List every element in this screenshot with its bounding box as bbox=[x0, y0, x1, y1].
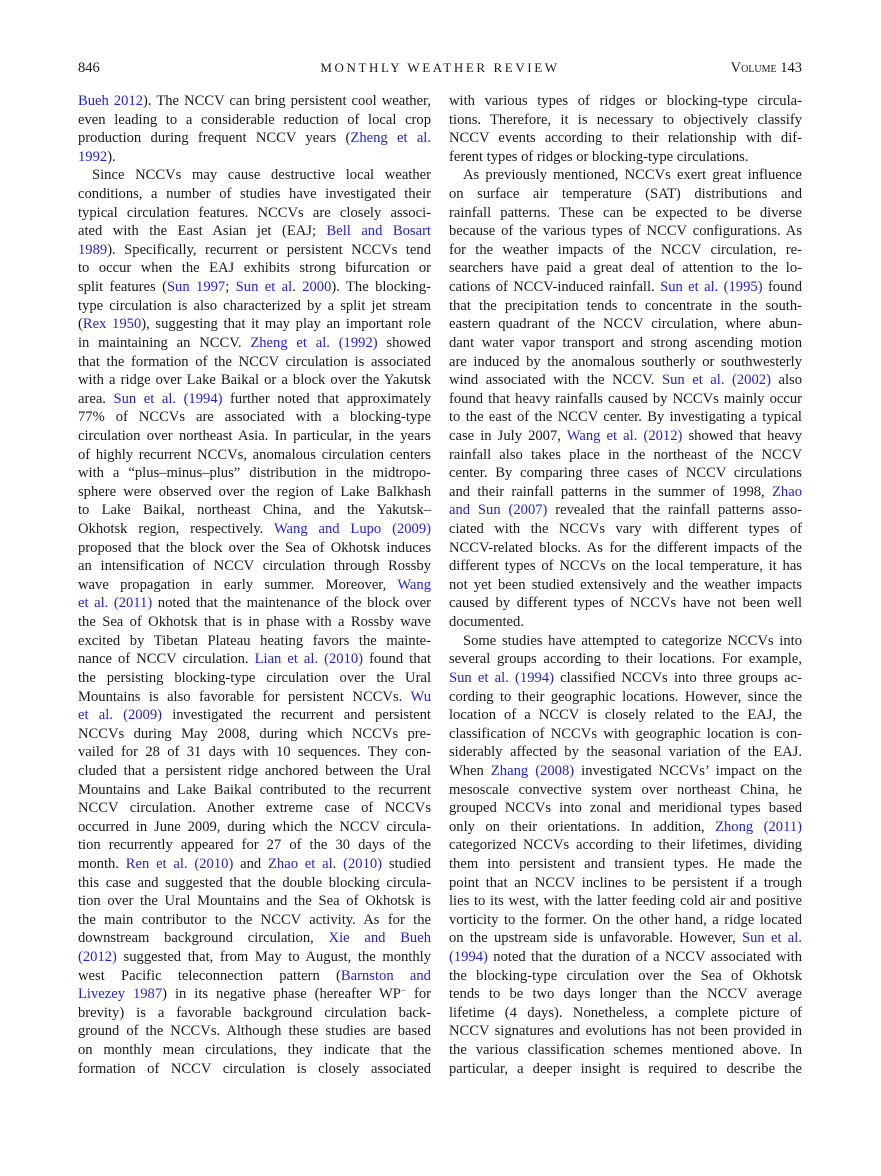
text-run: them into persistent and transient types. He made the bbox=[449, 855, 802, 872]
text-line bbox=[449, 539, 802, 558]
text-line bbox=[449, 241, 802, 260]
superscript: − bbox=[400, 985, 406, 996]
text-run: cording to their geographic locations. However, since the bbox=[449, 688, 802, 705]
text-line bbox=[78, 762, 431, 781]
text-line bbox=[449, 632, 802, 651]
text-line bbox=[449, 650, 802, 669]
text-line bbox=[78, 688, 431, 707]
text-line bbox=[449, 129, 802, 148]
text-line bbox=[449, 353, 802, 372]
citation-link[interactable]: Rex 1950 bbox=[82, 316, 142, 333]
text-run: investigated NCCVs’ impact on the bbox=[574, 762, 802, 779]
text-run: found that bbox=[363, 651, 432, 668]
citation-link[interactable]: 1989 bbox=[78, 241, 108, 258]
text-run: different types of NCCVs on the local temperature, it has bbox=[449, 558, 802, 575]
text-run: ciated with the NCCVs vary with different types of bbox=[449, 521, 802, 538]
text-line bbox=[78, 948, 431, 967]
text-line bbox=[78, 967, 431, 986]
text-run: found bbox=[762, 279, 802, 296]
text-line bbox=[449, 446, 802, 465]
text-line bbox=[78, 818, 431, 837]
text-line bbox=[78, 353, 431, 372]
text-line bbox=[449, 706, 802, 725]
text-line bbox=[78, 129, 431, 148]
citation-link[interactable]: Bell and Bosart bbox=[326, 223, 431, 240]
text-line bbox=[78, 781, 431, 800]
text-run: ferent types of ridges or blocking-type circulations. bbox=[449, 148, 749, 165]
citation-link[interactable]: Wang and Lupo (2009) bbox=[273, 521, 431, 538]
text-run: found that heavy rainfalls caused by NCCVs mainly occur bbox=[449, 390, 802, 407]
text-line bbox=[78, 371, 431, 390]
text-line bbox=[449, 892, 802, 911]
citation-link[interactable]: Ren et al. (2010) bbox=[125, 855, 234, 872]
text-line bbox=[449, 1022, 802, 1041]
text-run: excited by Tibetan Plateau heating favors the mainte- bbox=[78, 632, 431, 649]
text-run: wind associated with the NCCV. bbox=[449, 372, 662, 389]
journal-title: MONTHLY WEATHER REVIEW bbox=[320, 60, 560, 75]
citation-link[interactable]: Bueh 2012 bbox=[78, 93, 144, 109]
text-line bbox=[78, 464, 431, 483]
text-run: NCCV-related blocks. As for the different impacts of the bbox=[449, 539, 802, 556]
text-run: several groups according to their locations. For example, bbox=[449, 651, 802, 668]
text-line bbox=[78, 539, 431, 558]
text-run: not yet been studied extensively and the weather impacts bbox=[449, 576, 802, 593]
text-line bbox=[78, 613, 431, 632]
text-run: proposed that the block over the Sea of Okhotsk induces bbox=[78, 539, 431, 556]
text-run: split features ( bbox=[78, 279, 167, 296]
text-line bbox=[449, 929, 802, 948]
text-run: ) in its negative phase (hereafter WP bbox=[162, 986, 401, 1003]
text-line bbox=[78, 557, 431, 576]
text-run: Since NCCVs may cause destructive local weather bbox=[92, 167, 431, 184]
text-line bbox=[449, 688, 802, 707]
text-line bbox=[449, 799, 802, 818]
text-run: the main contributor to the NCCV activity. As for the bbox=[78, 911, 431, 928]
text-run: 77% of NCCVs are associated with a blocking-type bbox=[78, 409, 431, 426]
citation-link[interactable]: Wu bbox=[410, 688, 431, 705]
text-run: brevity) is a favorable background circulation back- bbox=[78, 1004, 431, 1021]
text-line bbox=[78, 297, 431, 316]
citation-link[interactable]: Sun 1997 bbox=[166, 279, 226, 296]
citation-link[interactable]: Sun et al. bbox=[742, 930, 802, 947]
text-line bbox=[78, 743, 431, 762]
text-run: particular, a deeper insight is required to describe the bbox=[449, 1060, 802, 1077]
text-run: searchers have paid a great deal of attention to the lo- bbox=[449, 260, 802, 277]
text-run: and bbox=[233, 855, 268, 872]
text-run: wave propagation in early summer. Moreover, bbox=[78, 576, 398, 593]
text-run: also bbox=[770, 372, 802, 389]
text-run: ), suggesting that it may play an important role bbox=[141, 316, 431, 333]
citation-link[interactable]: Sun et al. (2002) bbox=[661, 372, 771, 389]
text-run: ground of the NCCVs. Although these studies are based bbox=[78, 1023, 431, 1040]
text-run: Mountains is also favorable for persistent NCCVs. bbox=[78, 688, 411, 705]
text-run: production during frequent NCCV years ( bbox=[78, 130, 351, 147]
text-line bbox=[78, 501, 431, 520]
text-run: only on their orientations. In addition, bbox=[449, 818, 716, 835]
text-run: formation of NCCV circulation is closely associated bbox=[78, 1060, 431, 1077]
text-run: type circulation is also characterized by a split jet stream bbox=[78, 297, 431, 314]
text-line bbox=[449, 92, 802, 111]
citation-link[interactable]: Xie and Bueh bbox=[328, 930, 432, 947]
text-run: with various types of ridges or blocking-type circula- bbox=[449, 93, 802, 109]
text-line bbox=[449, 725, 802, 744]
text-line bbox=[449, 464, 802, 483]
citation-link[interactable]: et al. (2011) bbox=[78, 595, 153, 612]
text-line bbox=[78, 855, 431, 874]
citation-link[interactable]: Zhao et al. (2010) bbox=[268, 855, 383, 872]
text-line bbox=[78, 185, 431, 204]
text-run: ). The NCCV can bring persistent cool weather, bbox=[143, 93, 431, 109]
text-line bbox=[78, 315, 431, 334]
text-line bbox=[78, 390, 431, 409]
text-run: suggested that, from May to August, the monthly bbox=[116, 949, 431, 966]
text-line bbox=[449, 334, 802, 353]
text-run: ; bbox=[225, 279, 236, 296]
text-line bbox=[449, 743, 802, 762]
text-line bbox=[449, 874, 802, 893]
text-run: rainfall patterns. These can be expected to be diverse bbox=[449, 204, 802, 221]
text-run: vailed for 28 of 31 days with 10 sequences. They con- bbox=[78, 744, 431, 761]
text-run: to Lake Baikal, northeast China, and the Yakutsk– bbox=[78, 502, 431, 519]
text-run: occurred in June 2009, during which the NCCV circula- bbox=[78, 818, 431, 835]
text-run: center. By comparing three cases of NCCV circulations bbox=[449, 465, 802, 482]
citation-link[interactable]: Lian et al. (2010) bbox=[254, 651, 364, 668]
text-run: NCCV signatures and evolutions has not been provided in bbox=[449, 1023, 802, 1040]
text-line bbox=[449, 855, 802, 874]
text-line bbox=[78, 1004, 431, 1023]
left-column bbox=[78, 92, 431, 1078]
text-run: noted that the maintenance of the block over bbox=[152, 595, 431, 612]
text-run: showed that heavy bbox=[682, 427, 802, 444]
text-run: case in July 2007, bbox=[449, 427, 567, 444]
citation-link[interactable]: Sun et al. 2000 bbox=[235, 279, 332, 296]
text-line bbox=[78, 1022, 431, 1041]
text-run: NCCV circulation. Another extreme case of NCCVs bbox=[78, 800, 431, 817]
text-run: further noted that approximately bbox=[222, 390, 431, 407]
text-line bbox=[78, 520, 431, 539]
text-line bbox=[449, 669, 802, 688]
text-line bbox=[449, 278, 802, 297]
text-run: When bbox=[449, 762, 491, 779]
text-run: Some studies have attempted to categorize NCCVs into bbox=[463, 632, 802, 649]
text-run: eastern quadrant of the NCCV circulation, where abun- bbox=[449, 316, 802, 333]
text-line bbox=[449, 408, 802, 427]
text-line bbox=[78, 222, 431, 241]
text-line bbox=[449, 427, 802, 446]
text-line bbox=[78, 725, 431, 744]
text-line bbox=[78, 148, 431, 167]
text-line bbox=[78, 92, 431, 111]
volume-label: Volume 143 bbox=[730, 60, 802, 76]
text-line bbox=[78, 259, 431, 278]
text-run: tion recurrently appeared for 27 of the 30 days of the bbox=[78, 837, 431, 854]
text-line bbox=[449, 315, 802, 334]
text-line bbox=[78, 1041, 431, 1060]
text-run: NCCV events according to their relationship with dif- bbox=[449, 130, 802, 147]
text-line bbox=[449, 557, 802, 576]
text-run: NCCVs during May 2008, during which NCCVs pre- bbox=[78, 725, 431, 742]
text-run: ). The blocking- bbox=[331, 279, 432, 296]
text-run: west Pacific teleconnection pattern ( bbox=[78, 967, 341, 984]
page-number: 846 bbox=[78, 60, 100, 76]
text-line bbox=[78, 483, 431, 502]
text-line bbox=[449, 204, 802, 223]
text-run: to the east of the NCCV center. By investigating a typical bbox=[449, 409, 802, 426]
citation-link[interactable]: Sun et al. (1994) bbox=[113, 390, 223, 407]
citation-link[interactable]: 1992 bbox=[78, 148, 108, 165]
text-line bbox=[449, 166, 802, 185]
text-line bbox=[449, 520, 802, 539]
text-run: typical circulation features. NCCVs are closely associ- bbox=[78, 204, 431, 221]
text-line bbox=[78, 241, 431, 260]
text-line bbox=[78, 594, 431, 613]
citation-link[interactable]: Zhao bbox=[772, 483, 802, 500]
right-column bbox=[449, 92, 802, 1078]
text-line bbox=[78, 204, 431, 223]
text-run: cations of NCCV-induced rainfall. bbox=[449, 279, 661, 296]
text-run: tends to be two days longer than the NCCV average bbox=[449, 986, 802, 1003]
text-run: the blocking-type circulation over the Sea of Okhotsk bbox=[449, 967, 802, 984]
text-run: point that an NCCV inclines to be persistent if a trough bbox=[449, 874, 802, 891]
text-run: in maintaining an NCCV. bbox=[78, 334, 251, 351]
text-line bbox=[78, 706, 431, 725]
text-run: Mountains and Lake Baikal contributed to the recurrent bbox=[78, 781, 431, 798]
text-run: cluded that a persistent ridge anchored between the Ural bbox=[78, 762, 431, 779]
text-line bbox=[449, 818, 802, 837]
text-run: that the formation of the NCCV circulation is associated bbox=[78, 353, 431, 370]
text-line bbox=[449, 222, 802, 241]
text-line bbox=[449, 967, 802, 986]
text-run: on monthly mean circulations, they indicate that the bbox=[78, 1042, 431, 1059]
citation-link[interactable]: Wang bbox=[397, 576, 431, 593]
text-line bbox=[78, 446, 431, 465]
text-line bbox=[78, 576, 431, 595]
text-line bbox=[78, 632, 431, 651]
text-run: Okhotsk region, respectively. bbox=[78, 521, 274, 538]
citation-link[interactable]: Wang et al. (2012) bbox=[566, 427, 683, 444]
text-run: to occur when the EAJ exhibits strong bifurcation or bbox=[78, 260, 431, 277]
text-line bbox=[78, 874, 431, 893]
citation-link[interactable]: Zhong (2011) bbox=[715, 818, 802, 835]
text-line bbox=[449, 297, 802, 316]
text-run: downstream background circulation, bbox=[78, 930, 329, 947]
text-run: circulation over northeast Asia. In particular, in the years bbox=[78, 427, 431, 444]
text-run: the persisting blocking-type circulation over the Ural bbox=[78, 669, 431, 686]
text-line bbox=[449, 613, 802, 632]
text-line bbox=[78, 799, 431, 818]
citation-link[interactable]: (2012) bbox=[78, 949, 117, 966]
text-line bbox=[449, 781, 802, 800]
text-run: mesoscale convective system over northeast China, he bbox=[449, 781, 802, 798]
citation-link[interactable]: Barnston and bbox=[340, 967, 431, 984]
text-run: caused by different types of NCCVs have not been well bbox=[449, 595, 802, 612]
text-run: ated with the East Asian jet (EAJ; bbox=[78, 223, 327, 240]
text-line bbox=[78, 911, 431, 930]
text-run: tions. Therefore, it is necessary to objectively classify bbox=[449, 111, 802, 128]
text-run: with a ridge over Lake Baikal or a block over the Yakutsk bbox=[78, 372, 431, 389]
text-run: nance of NCCV circulation. bbox=[78, 651, 255, 668]
text-run: ). bbox=[107, 148, 116, 165]
text-line bbox=[78, 985, 431, 1004]
text-run: conditions, a number of studies have investigated their bbox=[78, 186, 431, 203]
text-run: area. bbox=[78, 390, 114, 407]
text-line bbox=[449, 148, 802, 167]
text-run: grouped NCCVs into zonal and meridional types based bbox=[449, 800, 802, 817]
text-run: that the precipitation tends to concentrate in the south- bbox=[449, 297, 802, 314]
text-run: dant water vapor transport and strong ascending motion bbox=[449, 334, 802, 351]
text-line bbox=[449, 948, 802, 967]
text-line bbox=[78, 111, 431, 130]
citation-link[interactable]: Livezey 1987 bbox=[78, 986, 163, 1003]
text-run: this case and suggested that the double blocking circula- bbox=[78, 874, 431, 891]
text-run: because of the various types of NCCV configurations. As bbox=[449, 223, 802, 240]
text-line bbox=[449, 390, 802, 409]
text-line bbox=[449, 501, 802, 520]
text-line bbox=[449, 371, 802, 390]
text-run: ( bbox=[78, 316, 83, 333]
text-run: sphere were observed over the region of Lake Balkhash bbox=[78, 483, 431, 500]
text-line bbox=[78, 166, 431, 185]
text-run: month. bbox=[78, 855, 126, 872]
text-run: vorticity to the former. On the other hand, a ridge located bbox=[449, 911, 802, 928]
text-line bbox=[449, 1004, 802, 1023]
text-line bbox=[449, 594, 802, 613]
running-header bbox=[78, 60, 802, 82]
text-line bbox=[78, 650, 431, 669]
text-run: for the weather impacts of the NCCV circulation, re- bbox=[449, 241, 802, 258]
text-line bbox=[449, 836, 802, 855]
citation-link[interactable]: (1994) bbox=[449, 949, 488, 966]
text-run: siderably affected by the seasonal variation of the EAJ. bbox=[449, 744, 802, 761]
text-run: are induced by the anomalous southerly or southwesterly bbox=[449, 353, 802, 370]
text-run: classification of NCCVs with geographic location is con- bbox=[449, 725, 802, 742]
text-run: the various classification schemes mentioned above. In bbox=[449, 1042, 802, 1059]
text-run: an intensification of NCCV circulation through Rossby bbox=[78, 558, 431, 575]
text-line bbox=[78, 836, 431, 855]
text-line bbox=[78, 408, 431, 427]
text-run: location of a NCCV is closely related to the EAJ, the bbox=[449, 707, 802, 724]
text-run: on the upstream side is unfavorable. However, bbox=[449, 930, 742, 947]
text-run: showed bbox=[377, 334, 431, 351]
text-run: lifetime (4 days). Nonetheless, a complete picture of bbox=[449, 1004, 802, 1021]
text-run: lies to its west, with the latter feeding cold air and positive bbox=[449, 893, 802, 910]
text-line bbox=[449, 1060, 802, 1079]
text-run: documented. bbox=[449, 614, 524, 631]
text-run: revealed that the rainfall patterns asso- bbox=[547, 502, 802, 519]
citation-link[interactable]: Zhang (2008) bbox=[490, 762, 575, 779]
text-line bbox=[449, 762, 802, 781]
text-run: on surface air temperature (SAT) distributions and bbox=[449, 186, 802, 203]
text-line bbox=[78, 669, 431, 688]
text-line bbox=[78, 427, 431, 446]
text-line bbox=[78, 892, 431, 911]
text-run: with a “plus–minus–plus” distribution in the midtropo- bbox=[78, 465, 431, 482]
text-line bbox=[449, 483, 802, 502]
text-line bbox=[78, 1060, 431, 1079]
text-run: tion over the Ural Mountains and the Sea of Okhotsk is bbox=[78, 893, 431, 910]
text-run: and their rainfall patterns in the summer of 1998, bbox=[449, 483, 772, 500]
text-run: classified NCCVs into three groups ac- bbox=[553, 669, 802, 686]
text-line bbox=[449, 576, 802, 595]
text-line bbox=[449, 185, 802, 204]
text-run: rainfall also takes place in the northeast of the NCCV bbox=[449, 446, 802, 463]
text-line bbox=[78, 334, 431, 353]
citation-link[interactable]: Zheng et al. (1992) bbox=[250, 334, 378, 351]
citation-link[interactable]: Sun et al. (1994) bbox=[449, 669, 554, 686]
citation-link[interactable]: Zheng et al. bbox=[350, 130, 432, 147]
text-run: categorized NCCVs according to their lifetimes, dividing bbox=[449, 837, 802, 854]
citation-link[interactable]: et al. (2009) bbox=[78, 707, 163, 724]
text-line bbox=[78, 278, 431, 297]
text-run: of highly recurrent NCCVs, anomalous circulation centers bbox=[78, 446, 431, 463]
text-run: even leading to a considerable reduction of local crop bbox=[78, 111, 431, 128]
citation-link[interactable]: Sun et al. (1995) bbox=[660, 279, 763, 296]
text-line bbox=[449, 111, 802, 130]
text-run: the Sea of Okhotsk that is in phase with a Rossby wave bbox=[78, 614, 431, 631]
text-run: investigated the recurrent and persistent bbox=[162, 707, 431, 724]
text-run: As previously mentioned, NCCVs exert great influence bbox=[463, 167, 802, 184]
text-line bbox=[449, 1041, 802, 1060]
text-run: noted that the duration of a NCCV associated with bbox=[487, 949, 802, 966]
text-line bbox=[449, 985, 802, 1004]
text-run: for bbox=[406, 986, 431, 1003]
citation-link[interactable]: and Sun (2007) bbox=[449, 502, 548, 519]
text-line bbox=[78, 929, 431, 948]
text-run: ). Specifically, recurrent or persistent NCCVs tend bbox=[107, 241, 431, 258]
text-line bbox=[449, 259, 802, 278]
text-line bbox=[449, 911, 802, 930]
text-run: studied bbox=[382, 855, 431, 872]
